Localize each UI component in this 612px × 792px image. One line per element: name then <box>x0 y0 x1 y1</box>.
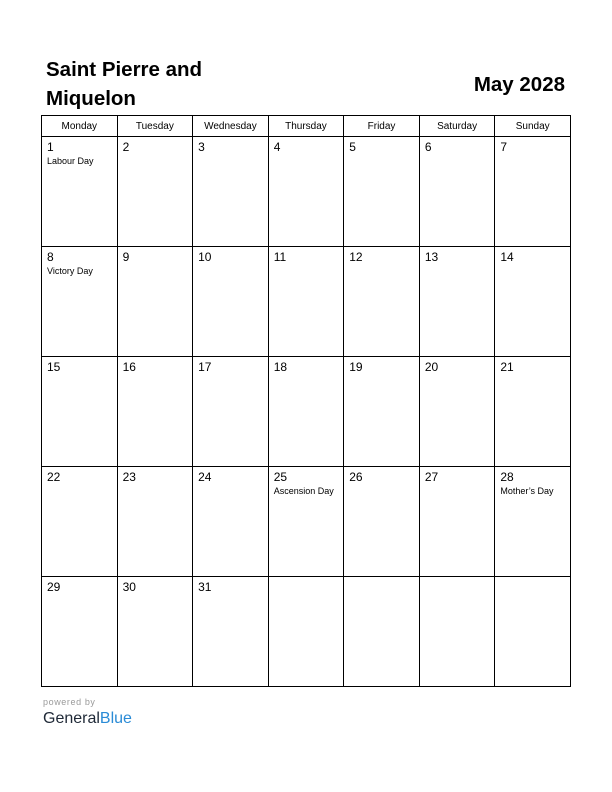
day-cell <box>495 137 571 247</box>
day-number: 25 <box>273 470 288 484</box>
day-cell <box>268 467 344 577</box>
day-cell <box>193 467 269 577</box>
day-cell <box>495 577 571 687</box>
day-cell <box>193 357 269 467</box>
day-cell <box>42 137 118 247</box>
week-row <box>42 467 571 577</box>
weekday-header: Thursday <box>268 116 344 137</box>
day-number: 17 <box>198 360 212 374</box>
month-label: May 2028 <box>473 73 565 96</box>
day-cell <box>42 467 118 577</box>
day-cell <box>193 577 269 687</box>
day-cell <box>268 577 344 687</box>
day-number: 27 <box>424 470 439 484</box>
brand-text-blue: Blue <box>99 710 132 727</box>
holiday-label: Ascension Day <box>273 486 334 496</box>
day-cell <box>117 577 193 687</box>
day-number: 16 <box>122 360 136 374</box>
day-cell <box>193 247 269 357</box>
day-cell <box>117 467 193 577</box>
day-cell <box>117 357 193 467</box>
day-number: 18 <box>273 360 288 374</box>
generalblue-logo <box>43 709 132 729</box>
day-cell <box>268 357 344 467</box>
day-number: 12 <box>349 250 363 264</box>
week-row <box>42 357 571 467</box>
day-number: 3 <box>198 140 205 154</box>
day-cell <box>117 137 193 247</box>
weekday-header: Friday <box>344 116 420 137</box>
day-cell <box>344 137 420 247</box>
day-cell <box>268 137 344 247</box>
day-number: 8 <box>47 250 54 264</box>
day-cell <box>344 357 420 467</box>
day-cell <box>42 357 118 467</box>
day-number: 10 <box>198 250 212 264</box>
day-cell <box>495 467 571 577</box>
weekday-header: Wednesday <box>193 116 269 137</box>
weekday-header-row <box>42 116 571 137</box>
day-number: 29 <box>47 580 61 594</box>
day-cell <box>268 247 344 357</box>
day-number: 1 <box>47 140 54 154</box>
day-number: 22 <box>47 470 61 484</box>
day-number: 20 <box>424 360 439 374</box>
day-number: 19 <box>349 360 363 374</box>
day-cell <box>419 577 495 687</box>
day-cell <box>42 577 118 687</box>
day-number: 5 <box>349 140 356 154</box>
day-number: 15 <box>47 360 61 374</box>
calendar-grid <box>41 115 571 687</box>
powered-by-label: powered by <box>43 697 96 707</box>
day-number: 24 <box>198 470 212 484</box>
week-row <box>42 577 571 687</box>
day-number: 13 <box>424 250 439 264</box>
day-cell <box>193 137 269 247</box>
page-title: Saint Pierre and Miquelon <box>46 58 203 110</box>
weekday-header: Saturday <box>419 116 495 137</box>
day-number: 23 <box>122 470 136 484</box>
day-cell <box>117 247 193 357</box>
footer-branding <box>43 696 132 729</box>
day-number: 2 <box>122 140 130 154</box>
day-cell <box>344 577 420 687</box>
weekday-header: Monday <box>42 116 118 137</box>
day-cell <box>42 247 118 357</box>
day-number: 30 <box>122 580 136 594</box>
day-number: 14 <box>500 250 514 264</box>
day-number: 28 <box>500 470 514 484</box>
week-row <box>42 137 571 247</box>
weekday-header: Tuesday <box>117 116 193 137</box>
day-number: 21 <box>500 360 514 374</box>
day-number: 4 <box>273 140 281 154</box>
day-number: 7 <box>500 140 508 154</box>
week-row <box>42 247 571 357</box>
brand-text-general: General <box>43 710 100 727</box>
day-number: 6 <box>424 140 432 154</box>
day-cell <box>419 247 495 357</box>
day-number: 11 <box>273 250 287 264</box>
holiday-label: Mother’s Day <box>500 486 554 496</box>
day-number: 31 <box>198 580 212 594</box>
weekday-header: Sunday <box>495 116 571 137</box>
day-number: 26 <box>349 470 363 484</box>
day-cell <box>419 357 495 467</box>
holiday-label: Victory Day <box>47 266 93 276</box>
day-number: 9 <box>122 250 130 264</box>
day-cell <box>344 247 420 357</box>
day-cell <box>419 467 495 577</box>
day-cell <box>495 247 571 357</box>
day-cell <box>419 137 495 247</box>
day-cell <box>495 357 571 467</box>
holiday-label: Labour Day <box>47 156 94 166</box>
day-cell <box>344 467 420 577</box>
